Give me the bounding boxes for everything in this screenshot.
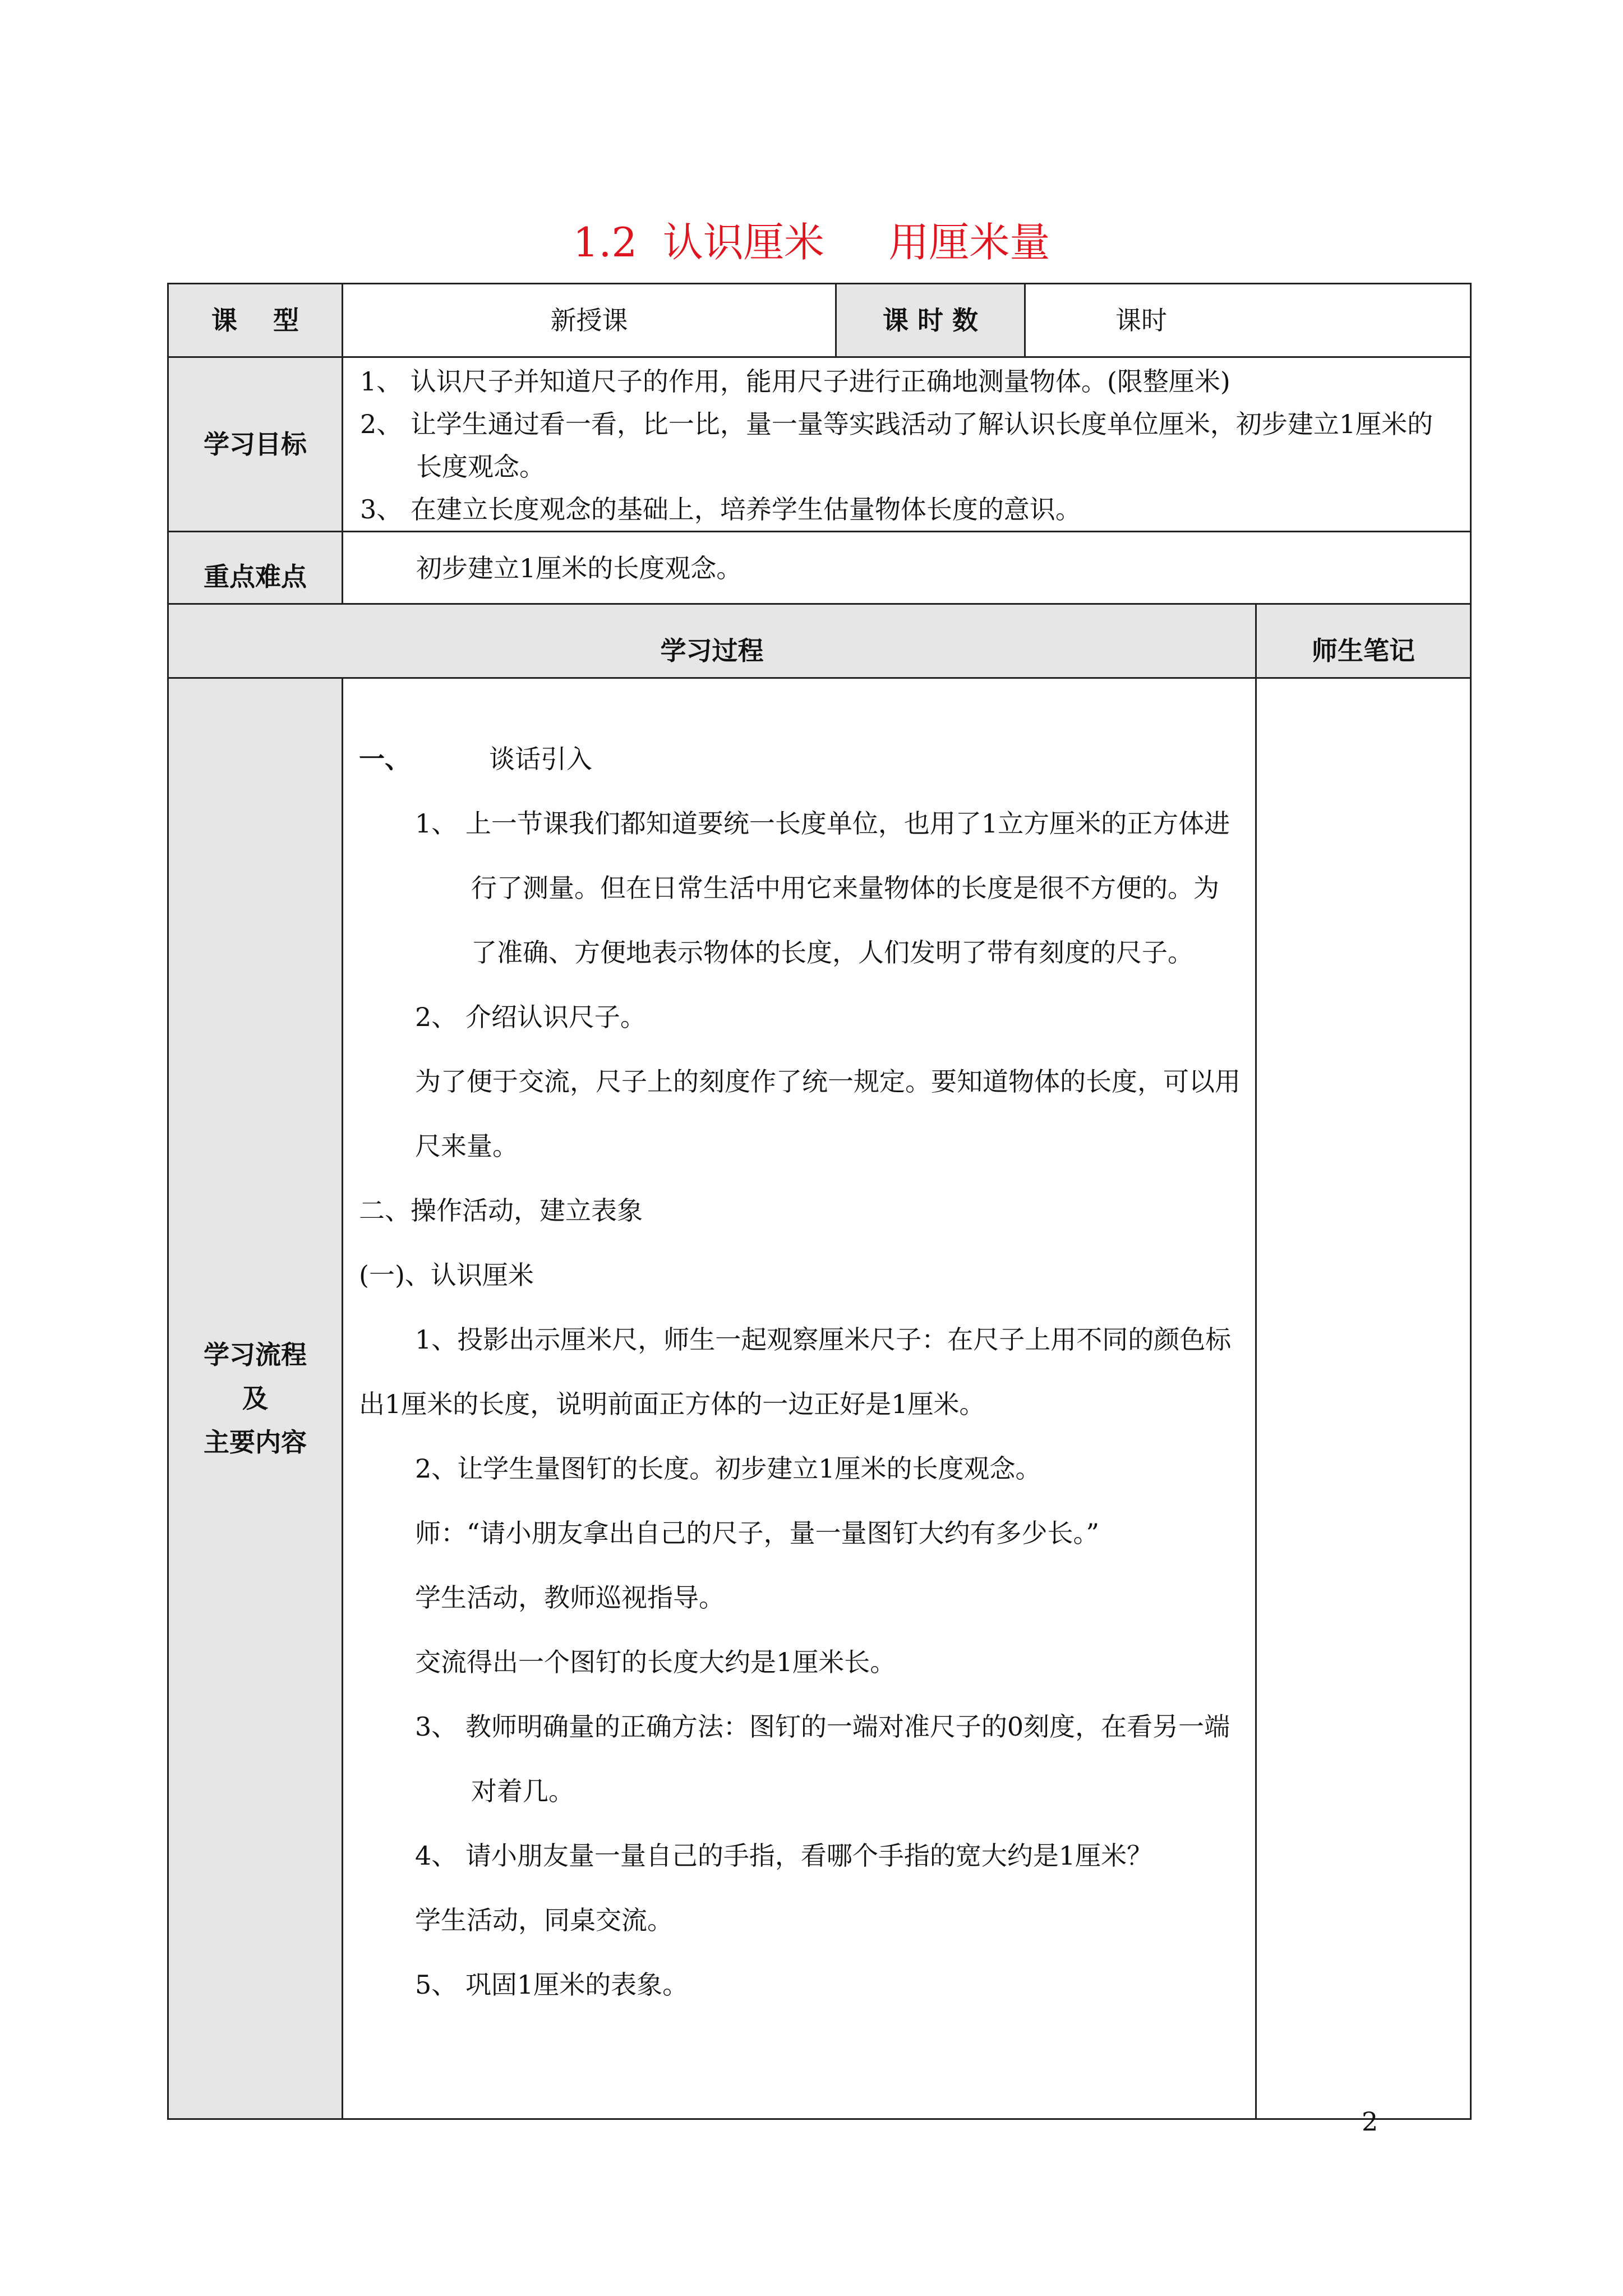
lesson-hours-value	[1025, 284, 1471, 357]
paragraph: 交流得出一个图钉的长度大约是1厘米长。	[415, 1647, 896, 1677]
process-content	[343, 678, 1256, 2119]
paragraph: 3、 教师明确量的正确方法：图钉的一端对准尺子的0刻度，在看另一端对着几。	[415, 1711, 1230, 1806]
paragraph: 4、 请小朋友量一量自己的手指，看哪个手指的宽大约是1厘米？	[415, 1841, 1153, 1871]
notes-column	[1256, 678, 1471, 2119]
process-label-line: 主要内容	[204, 1427, 307, 1457]
paragraph: 1、投影出示厘米尺，师生一起观察厘米尺子：在尺子上用不同的颜色标出1厘米的长度，说明前面正方体的一边正好是1厘米。	[359, 1324, 1232, 1419]
page-number: 2	[1362, 2106, 1378, 2137]
subsection-heading: (一)、认识厘米	[359, 1260, 534, 1290]
lesson-hours-label: 课 时 数	[836, 284, 1025, 357]
goals-content	[343, 357, 1471, 532]
paragraph: 2、 介绍认识尺子。	[415, 1002, 646, 1032]
section-one-number: 一、	[359, 744, 411, 774]
goal-item: 2、 让学生通过看一看，比一比，量一量等实践活动了解认识长度单位厘米，初步建立1厘米的长度观念。	[360, 409, 1433, 482]
lesson-type-value: 新授课	[343, 284, 836, 357]
goal-item: 1、 认识尺子并知道尺子的作用，能用尺子进行正确地测量物体。(限整厘米)	[360, 366, 1230, 397]
lesson-plan-table	[167, 283, 1472, 2120]
paragraph: 学生活动，教师巡视指导。	[415, 1582, 725, 1613]
paragraph: 1、 上一节课我们都知道要统一长度单位，也用了1立方厘米的正方体进行了测量。但在日常生活中用它来量物体的长度是很不方便的。为了准确、方便地表示物体的长度，人们发明了带有刻度的尺子。	[415, 808, 1230, 968]
section-one-heading	[359, 727, 1243, 792]
section-two-heading: 二、操作活动，建立表象	[359, 1195, 643, 1226]
page-title: 1.2 认识厘米 用厘米量	[573, 219, 1050, 266]
paragraph: 2、让学生量图钉的长度。初步建立1厘米的长度观念。	[415, 1453, 1041, 1484]
key-points-label: 重点难点	[168, 532, 343, 604]
goal-item: 3、 在建立长度观念的基础上，培养学生估量物体长度的意识。	[360, 494, 1081, 524]
process-header: 学习过程	[168, 604, 1256, 678]
section-one-title: 谈话引入	[489, 744, 592, 774]
goals-label: 学习目标	[168, 357, 343, 532]
lesson-hours-text: 课时	[1115, 305, 1167, 335]
process-label-line: 及	[242, 1383, 268, 1414]
paragraph: 学生活动，同桌交流。	[415, 1905, 673, 1935]
paragraph: 为了便于交流，尺子上的刻度作了统一规定。要知道物体的长度，可以用尺来量。	[415, 1066, 1241, 1161]
lesson-type-label: 课 型	[168, 284, 343, 357]
process-label-line: 学习流程	[204, 1340, 307, 1370]
paragraph: 师：“请小朋友拿出自己的尺子，量一量图钉大约有多少长。”	[415, 1518, 1100, 1548]
notes-header: 师生笔记	[1256, 604, 1471, 678]
paragraph: 5、 巩固1厘米的表象。	[415, 1970, 689, 2000]
key-points-text: 初步建立1厘米的长度观念。	[343, 532, 1471, 604]
process-label	[168, 678, 343, 2119]
